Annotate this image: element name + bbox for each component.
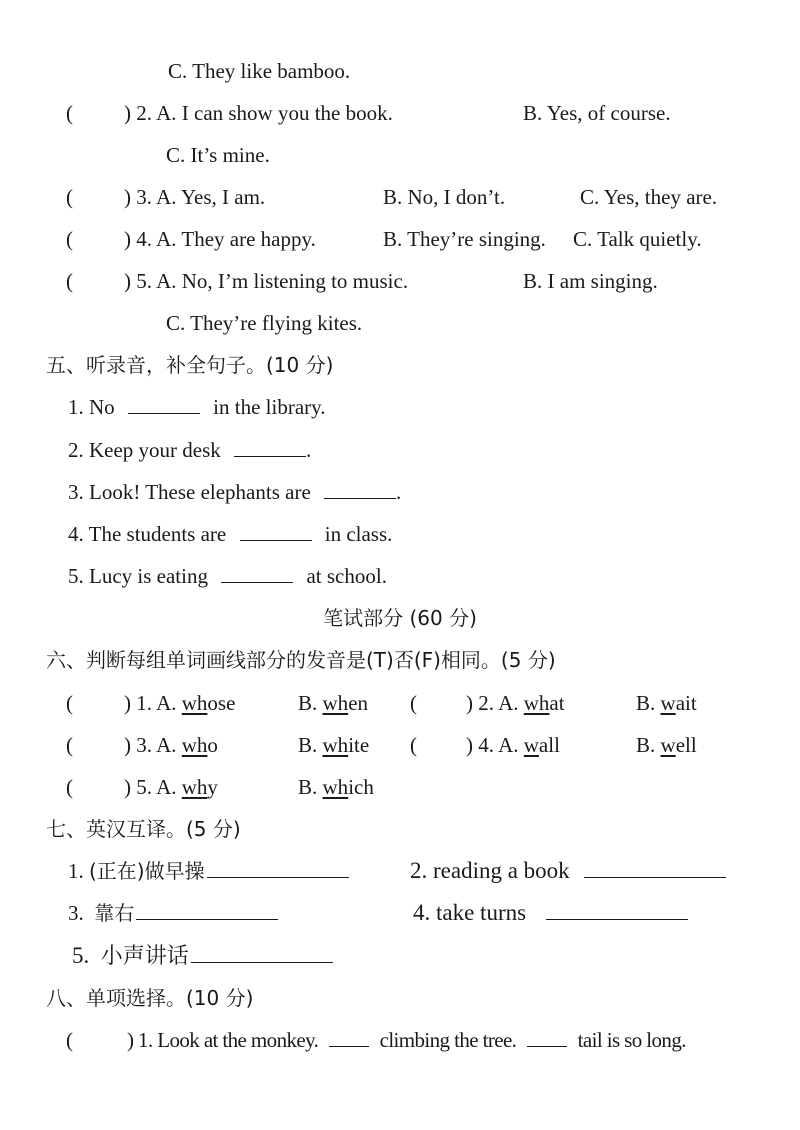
answer-paren[interactable]: ( (410, 691, 417, 715)
underlined-letters: wh (322, 733, 349, 757)
phonics-q4: ) 4. A. wall (466, 733, 560, 757)
q5-option-a: ) 5. A. No, I’m listening to music. (124, 269, 409, 293)
answer-paren[interactable]: ( (66, 185, 73, 209)
q5-option-b: B. I am singing. (523, 269, 658, 293)
underlined-letters: wh (181, 775, 208, 799)
translate-item-1: 1. (正在)做早操 (68, 858, 349, 884)
answer-paren[interactable]: ( (66, 775, 73, 799)
translate-item-5: 5. 小声讲话 (72, 943, 333, 970)
phonics-q1: ) 1. A. whose (124, 691, 236, 715)
q2-option-a: ) 2. A. I can show you the book. (124, 101, 393, 125)
q3-option-c: C. Yes, they are. (580, 185, 718, 209)
q1-option-c: C. They like bamboo. (168, 59, 351, 83)
phonics-q5: ) 5. A. why (124, 775, 218, 799)
section-7-heading: 七、英汉互译。(5 分) (46, 817, 241, 841)
fill-blank[interactable] (234, 438, 306, 457)
translate-blank[interactable] (191, 944, 333, 963)
fill-blank[interactable] (240, 522, 312, 541)
translate-item-4: 4. take turns (413, 900, 688, 926)
section-8-heading: 八、单项选择。(10 分) (46, 986, 254, 1010)
choice-q1-text: ) 1. Look at the monkey. climbing the tree. tail is so long. (127, 1028, 686, 1052)
answer-paren[interactable]: ( (66, 1028, 73, 1052)
q3-option-a: ) 3. A. Yes, I am. (124, 185, 266, 209)
underlined-letters: wh (523, 691, 550, 715)
q2-option-c: C. It’s mine. (166, 143, 270, 167)
underlined-letters: wh (322, 775, 349, 799)
translate-blank[interactable] (207, 859, 349, 878)
q3-option-b: B. No, I don’t. (383, 185, 506, 209)
fill-text: 2. Keep your desk (68, 438, 221, 462)
answer-paren[interactable]: ( (66, 733, 73, 757)
answer-paren[interactable]: ( (410, 733, 417, 757)
phonics-q2: ) 2. A. what (466, 691, 565, 715)
phonics-q4-b: B. well (636, 733, 697, 757)
fill-item-4 (68, 521, 392, 547)
fill-item-2 (68, 437, 311, 463)
fill-text: 4. The students are (68, 522, 227, 546)
q2-option-b: B. Yes, of course. (523, 101, 671, 125)
answer-paren[interactable]: ( (66, 691, 73, 715)
q4-option-b: B. They’re singing. (383, 227, 546, 251)
fill-text: in the library. (213, 395, 326, 419)
fill-item-3 (68, 479, 401, 505)
q4-option-a: ) 4. A. They are happy. (124, 227, 316, 251)
underlined-letters: w (523, 733, 539, 757)
answer-paren[interactable]: ( (66, 269, 73, 293)
q4-option-c: C. Talk quietly. (573, 227, 702, 251)
fill-text: 1. No (68, 395, 115, 419)
phonics-q2-b: B. wait (636, 691, 697, 715)
phonics-q1-b: B. when (298, 691, 369, 715)
phonics-q5-b: B. which (298, 775, 374, 799)
fill-item-1 (68, 394, 326, 420)
phonics-q3-b: B. white (298, 733, 370, 757)
section-5-heading: 五、听录音，补全句子。(10 分) (46, 353, 334, 377)
answer-paren[interactable]: ( (66, 227, 73, 251)
underlined-letters: wh (322, 691, 349, 715)
translate-blank[interactable] (584, 859, 726, 878)
fill-text: . (306, 438, 312, 462)
fill-blank[interactable] (324, 480, 396, 499)
fill-text: in class. (324, 522, 393, 546)
answer-paren[interactable]: ( (66, 101, 73, 125)
underlined-letters: wh (181, 691, 208, 715)
fill-blank[interactable] (221, 564, 293, 583)
written-part-title: 笔试部分 (60 分) (323, 606, 477, 630)
fill-text: at school. (306, 564, 387, 588)
underlined-letters: w (660, 691, 676, 715)
fill-text: . (396, 480, 402, 504)
fill-text: 3. Look! These elephants are (68, 480, 311, 504)
translate-item-3: 3. 靠右 (68, 900, 278, 926)
phonics-q3: ) 3. A. who (124, 733, 218, 757)
choice-blank[interactable] (527, 1028, 567, 1047)
translate-blank[interactable] (136, 901, 278, 920)
fill-blank[interactable] (128, 395, 200, 414)
underlined-letters: w (660, 733, 676, 757)
q5-option-c: C. They’re flying kites. (166, 311, 363, 335)
fill-item-5 (68, 563, 387, 589)
choice-blank[interactable] (329, 1028, 369, 1047)
underlined-letters: wh (181, 733, 208, 757)
translate-blank[interactable] (546, 901, 688, 920)
section-6-heading: 六、判断每组单词画线部分的发音是(T)否(F)相同。(5 分) (46, 648, 556, 672)
translate-item-2: 2. reading a book (410, 858, 726, 884)
fill-text: 5. Lucy is eating (68, 564, 208, 588)
